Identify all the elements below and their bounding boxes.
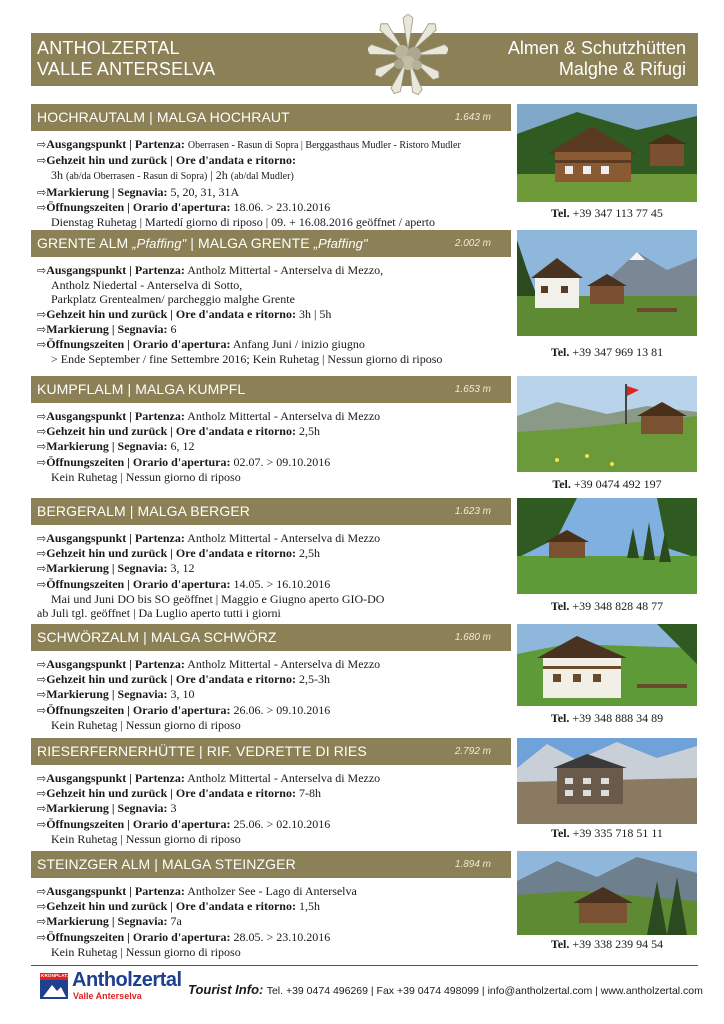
hut-photo [517, 498, 697, 594]
arrow-icon: ⇨ [37, 307, 47, 321]
logo-sub: Valle Anterselva [73, 991, 142, 1001]
arrow-icon: ⇨ [37, 915, 47, 929]
opening-row: ⇨Öffnungszeiten | Orario d'apertura: 28.05. > 23.10.2016 [37, 929, 331, 944]
arrow-icon: ⇨ [37, 532, 47, 545]
arrow-icon: ⇨ [37, 772, 47, 785]
marking-row: ⇨Markierung | Segnavia: 7a [37, 914, 182, 929]
time-row: ⇨Gehzeit hin und zurück | Ore d'andata e ritorno: 2,5h [37, 424, 320, 439]
opening-row: ⇨Öffnungszeiten | Orario d'apertura: 25.06. > 02.10.2016 [37, 816, 331, 831]
time-row: ⇨Gehzeit hin und zurück | Ore d'andata e ritorno: 3h | 5h [37, 306, 332, 321]
logo-name: Antholzertal [72, 969, 182, 991]
arrow-icon: ⇨ [37, 410, 47, 423]
opening-note: Kein Ruhetag | Nessun giorno di riposo [51, 944, 241, 959]
opening-row: ⇨Öffnungszeiten | Orario d'apertura: 14.05. > 16.10.2016 [37, 576, 331, 591]
opening-note: Kein Ruhetag | Nessun giorno di riposo [51, 831, 241, 846]
hut-details [37, 657, 507, 732]
start-row: ⇨Ausgangspunkt | Partenza: Antholz Mittertal - Anterselva di Mezzo [37, 771, 381, 785]
opening-row: ⇨Öffnungszeiten | Orario d'apertura: 26.06. > 09.10.2016 [37, 702, 331, 717]
phone-number: Tel. +39 347 113 77 45 [551, 206, 663, 220]
arrow-icon: ⇨ [37, 703, 47, 717]
opening-note: > Ende September / fine Settembre 2016; Kein Ruhetag | Nessun giorno di riposo [51, 352, 443, 367]
arrow-icon: ⇨ [37, 787, 47, 801]
footer-divider [31, 965, 698, 966]
hut-photo [517, 851, 697, 935]
hut-section-hochraut [31, 104, 698, 230]
region-title: ANTHOLZERTAL VALLE ANTERSELVA [37, 38, 216, 79]
altitude: 1.680 m [454, 632, 491, 643]
arrow-icon: ⇨ [37, 900, 47, 914]
time-row: ⇨Gehzeit hin und zurück | Ore d'andata e ritorno: 7-8h [37, 786, 321, 801]
opening-note: Kein Ruhetag | Nessun giorno di riposo [51, 717, 241, 732]
hut-details [37, 771, 507, 846]
section-header [31, 376, 511, 403]
section-header [31, 230, 511, 257]
hut-section-schwoerz [31, 624, 698, 730]
hut-name: SCHWÖRZALM | MALGA SCHWÖRZ [37, 629, 277, 645]
phone-number: Tel. +39 348 888 34 89 [550, 711, 664, 725]
hut-details [37, 263, 507, 366]
opening-row: ⇨Öffnungszeiten | Orario d'apertura: Anfang Juni / inizio giugno [37, 337, 365, 352]
hut-name: KUMPFLALM | MALGA KUMPFL [37, 381, 246, 397]
altitude: 2.792 m [454, 746, 491, 757]
hut-section-grente [31, 230, 698, 368]
arrow-icon: ⇨ [37, 264, 47, 277]
start-row: ⇨Ausgangspunkt | Partenza: Antholz Mittertal - Anterselva di Mezzo [37, 409, 381, 423]
arrow-icon: ⇨ [37, 154, 47, 168]
page-banner [31, 33, 698, 86]
hut-details [37, 531, 507, 620]
hut-photo [517, 376, 697, 472]
time-row: ⇨Gehzeit hin und zurück | Ore d'andata e ritorno: [37, 153, 296, 168]
arrow-icon: ⇨ [37, 658, 47, 671]
time-row: ⇨Gehzeit hin und zurück | Ore d'andata e ritorno: 2,5h [37, 546, 320, 561]
edelweiss-icon [368, 14, 448, 98]
altitude: 1.653 m [454, 384, 491, 395]
marking-row: ⇨Markierung | Segnavia: 3, 12 [37, 561, 195, 576]
hut-details [37, 137, 507, 229]
hut-details [37, 409, 507, 484]
opening-note: Dienstag Ruhetag | Martedí giorno di riposo | 09. + 16.08.2016 geöffnet / aperto [51, 215, 435, 230]
hut-section-berger [31, 498, 698, 621]
altitude: 1.623 m [454, 506, 491, 517]
arrow-icon: ⇨ [37, 673, 47, 687]
arrow-icon: ⇨ [37, 455, 47, 469]
hut-details [37, 884, 507, 959]
arrow-icon: ⇨ [37, 577, 47, 591]
category-title: Almen & Schutzhütten Malghe & Rifugi [507, 38, 686, 79]
hut-name: BERGERALM | MALGA BERGER [37, 503, 250, 519]
section-header [31, 738, 511, 765]
time-row: ⇨Gehzeit hin und zurück | Ore d'andata e ritorno: 1,5h [37, 899, 320, 914]
section-header [31, 104, 511, 131]
phone-number: Tel. +39 335 718 51 11 [551, 826, 663, 840]
arrow-icon: ⇨ [37, 562, 47, 576]
start-row: ⇨Ausgangspunkt | Partenza: Oberrasen - Rasun di Sopra | Berggasthaus Mudler - Ristoro Mudler [37, 137, 461, 151]
hut-name: STEINZGER ALM | MALGA STEINZGER [37, 856, 296, 872]
hut-photo [517, 104, 697, 202]
marking-row: ⇨Markierung | Segnavia: 6 [37, 321, 177, 336]
phone-number: Tel. +39 0474 492 197 [552, 477, 662, 491]
altitude: 2.002 m [454, 238, 491, 249]
hut-name: HOCHRAUTALM | MALGA HOCHRAUT [37, 109, 290, 125]
arrow-icon: ⇨ [37, 200, 47, 214]
phone-number: Tel. +39 347 969 13 81 [550, 345, 664, 359]
opening-note: Kein Ruhetag | Nessun giorno di riposo [51, 469, 241, 484]
start-row: ⇨Ausgangspunkt | Partenza: Antholz Mittertal - Anterselva di Mezzo, [37, 263, 384, 277]
opening-note: ab Juli tgl. geöffnet | Da Luglio aperto tutti i giorni [37, 606, 281, 621]
arrow-icon: ⇨ [37, 547, 47, 561]
opening-row: ⇨Öffnungszeiten | Orario d'apertura: 18.06. > 23.10.2016 [37, 199, 331, 214]
arrow-icon: ⇨ [37, 688, 47, 702]
hut-section-rieserferner [31, 738, 698, 848]
arrow-icon: ⇨ [37, 338, 47, 352]
marking-row: ⇨Markierung | Segnavia: 6, 12 [37, 439, 195, 454]
phone-number: Tel. +39 338 239 94 54 [550, 937, 664, 951]
hut-name: RIESERFERNERHÜTTE | RIF. VEDRETTE DI RIES [37, 743, 367, 759]
hut-photo [517, 624, 697, 706]
contact-footer [188, 982, 703, 997]
marking-row: ⇨Markierung | Segnavia: 3 [37, 801, 177, 816]
time-row: ⇨Gehzeit hin und zurück | Ore d'andata e ritorno: 2,5-3h [37, 672, 330, 687]
footer-label: Tourist Info: [188, 982, 264, 997]
hut-name: GRENTE ALM „Pfaffing" | MALGA GRENTE „Pfaffing" [37, 235, 368, 251]
start-row: ⇨Ausgangspunkt | Partenza: Antholz Mittertal - Anterselva di Mezzo [37, 657, 381, 671]
hut-section-kumpfl [31, 376, 698, 494]
altitude: 1.894 m [454, 859, 491, 870]
start-line: Antholz Niedertal - Anterselva di Sotto, [51, 278, 243, 293]
section-header [31, 498, 511, 525]
arrow-icon: ⇨ [37, 817, 47, 831]
section-header [31, 624, 511, 651]
section-header [31, 851, 511, 878]
hut-section-steinzger [31, 851, 698, 961]
arrow-icon: ⇨ [37, 322, 47, 336]
arrow-icon: ⇨ [37, 930, 47, 944]
opening-row: ⇨Öffnungszeiten | Orario d'apertura: 02.07. > 09.10.2016 [37, 454, 331, 469]
arrow-icon: ⇨ [37, 425, 47, 439]
marking-row: ⇨Markierung | Segnavia: 3, 10 [37, 687, 195, 702]
start-row: ⇨Ausgangspunkt | Partenza: Antholzer See - Lago di Anterselva [37, 884, 357, 898]
hut-photo [517, 738, 697, 824]
logo-badge: KRONPLATZ [41, 973, 71, 978]
start-row: ⇨Ausgangspunkt | Partenza: Antholz Mittertal - Anterselva di Mezzo [37, 531, 381, 545]
arrow-icon: ⇨ [37, 885, 47, 898]
altitude: 1.643 m [454, 112, 491, 123]
hut-photo [517, 230, 697, 336]
start-line: Parkplatz Grentealmen/ parcheggio malghe Grente [51, 292, 295, 307]
marking-row: ⇨Markierung | Segnavia: 5, 20, 31, 31A [37, 184, 240, 199]
opening-note: Mai und Juni DO bis SO geöffnet | Maggio e Giugno aperto GIO-DO [51, 591, 385, 606]
time-values: 3h (ab/da Oberrasen - Rasun di Sopra) | 2h (ab/dal Mudler) [51, 168, 294, 183]
footer-contacts: Tel. +39 0474 496269 | Fax +39 0474 498099 | info@antholzertal.com | www.antholzertal.com [266, 985, 703, 997]
arrow-icon: ⇨ [37, 440, 47, 454]
phone-number: Tel. +39 348 828 48 77 [550, 599, 664, 613]
arrow-icon: ⇨ [37, 802, 47, 816]
arrow-icon: ⇨ [37, 185, 47, 199]
antholzertal-logo [40, 969, 182, 1001]
arrow-icon: ⇨ [37, 138, 47, 151]
